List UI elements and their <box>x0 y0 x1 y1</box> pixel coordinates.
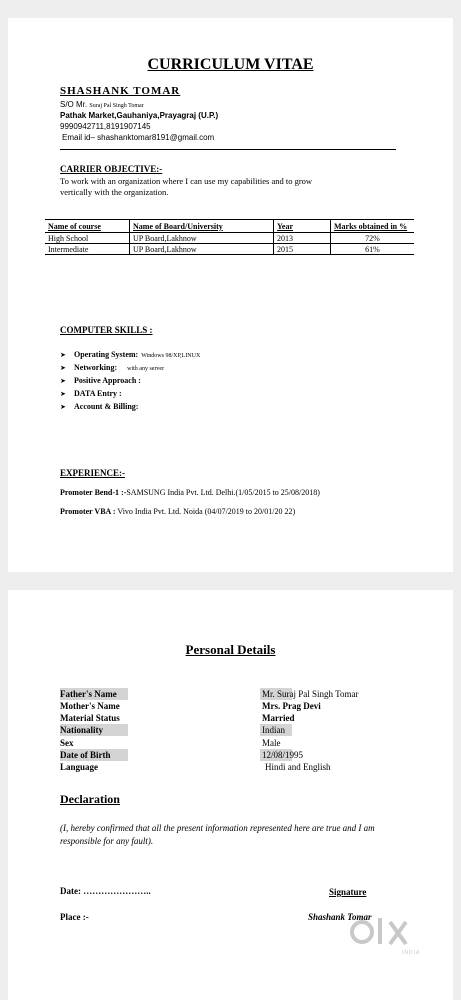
objective-line-2: vertically with the organization. <box>60 187 169 197</box>
marks-cell: 61% <box>331 244 415 255</box>
education-table <box>45 219 414 255</box>
row-label: Nationality <box>60 725 104 735</box>
so-prefix: S/O Mr. <box>60 100 88 109</box>
experience-heading: EXPERIENCE:- <box>60 468 126 478</box>
date-label: Date: ………………….. <box>60 886 151 896</box>
row-value: Indian <box>262 725 285 735</box>
experience-detail: SAMSUNG India Pvt. Ltd. Delhi.(1/05/2015 to 25/08/2018) <box>126 488 320 497</box>
cv-page-2 <box>8 590 453 1000</box>
row-label: Date of Birth <box>60 750 111 760</box>
skill-label: Positive Approach : <box>74 376 141 385</box>
experience-item <box>60 488 320 497</box>
row-value: 12/08/1995 <box>262 750 304 760</box>
bullet-arrow-icon: ➤ <box>60 351 66 359</box>
list-item <box>60 348 200 361</box>
skills-list <box>60 348 200 413</box>
skill-label: Account & Billing: <box>74 402 139 411</box>
row-label: Father's Name <box>60 689 117 699</box>
list-item <box>60 361 200 374</box>
skill-label: DATA Entry : <box>74 389 122 398</box>
bullet-arrow-icon: ➤ <box>60 403 66 411</box>
row-label: Material Status <box>60 713 120 723</box>
row-label: Sex <box>60 738 74 748</box>
applicant-name: SHASHANK TOMAR <box>60 85 181 97</box>
skill-label: Networking: <box>74 363 118 372</box>
course-cell: High School <box>45 233 130 244</box>
skill-value: with any server <box>127 366 165 372</box>
so-name: Suraj Pal Singh Tomar <box>89 103 144 109</box>
address: Pathak Market,Gauhaniya,Prayagraj (U.P.) <box>60 111 219 120</box>
bullet-arrow-icon: ➤ <box>60 364 66 372</box>
place-label: Place :- <box>60 912 89 922</box>
bullet-arrow-icon: ➤ <box>60 377 66 385</box>
email-label: Email id– <box>62 133 95 142</box>
declaration-text: (I, hereby confirmed that all the present information represented here are true and I am responsible for any fault). <box>60 823 375 846</box>
list-item <box>60 387 200 400</box>
cv-page-1 <box>8 18 453 572</box>
skills-heading: COMPUTER SKILLS : <box>60 325 153 335</box>
header-course: Name of course <box>45 220 130 233</box>
parent-line <box>60 100 144 109</box>
personal-row-sex <box>60 737 394 749</box>
personal-details-title: Personal Details <box>185 642 276 657</box>
marks-cell: 72% <box>331 233 415 244</box>
row-label: Language <box>60 762 99 772</box>
experience-detail: Vivo India Pvt. Ltd. Noida (04/07/2019 to 20/01/20 22) <box>117 507 296 516</box>
personal-row-nationality <box>60 724 394 736</box>
olx-sub: INDIA <box>402 950 421 956</box>
header-board: Name of Board/University <box>130 220 274 233</box>
personal-row-marital <box>60 712 394 724</box>
year-cell: 2013 <box>274 233 331 244</box>
bullet-arrow-icon: ➤ <box>60 390 66 398</box>
board-cell: UP Board,Lakhnow <box>130 233 274 244</box>
header-year: Year <box>274 220 331 233</box>
personal-row-mother <box>60 700 394 712</box>
row-value: Mrs. Prag Devi <box>262 701 321 711</box>
table-row <box>45 244 414 255</box>
personal-row-language <box>60 761 394 773</box>
skill-label: Operating System: <box>74 350 139 359</box>
row-value: Hindi and English <box>265 762 331 772</box>
course-cell: Intermediate <box>45 244 130 255</box>
experience-role: Promoter VBA : <box>60 507 116 516</box>
list-item <box>60 374 200 387</box>
personal-row-dob <box>60 749 394 761</box>
declaration-heading: Declaration <box>60 792 120 806</box>
skill-value: Windows 98/XP,LINUX <box>141 353 201 359</box>
divider <box>60 149 396 150</box>
phone-numbers: 9990942711,8191907145 <box>60 122 151 131</box>
table-row <box>45 233 414 244</box>
row-label: Mother's Name <box>60 701 120 711</box>
cv-title: CURRICULUM VITAE <box>147 56 314 73</box>
objective-heading: CARRIER OBJECTIVE:- <box>60 164 163 174</box>
row-value: Mr. Suraj Pal Singh Tomar <box>262 689 359 699</box>
signature-label: Signature <box>329 887 367 897</box>
board-cell: UP Board,Lakhnow <box>130 244 274 255</box>
header-marks: Marks obtained in % <box>331 220 415 233</box>
signature-name: Shashank Tomar <box>308 912 372 922</box>
personal-row-father <box>60 688 394 700</box>
education-header-row <box>45 220 414 233</box>
email-value: shashanktomar8191@gmail.com <box>97 133 215 142</box>
experience-role: Promoter Bend-1 :- <box>60 488 127 497</box>
objective-line-1: To work with an organization where I can use my capabilities and to grow <box>60 176 313 186</box>
list-item <box>60 400 200 413</box>
experience-item <box>60 507 295 516</box>
email-line <box>62 133 214 142</box>
olx-watermark-icon <box>348 910 428 969</box>
year-cell: 2015 <box>274 244 331 255</box>
row-value: Married <box>262 713 295 723</box>
row-value: Male <box>262 738 281 748</box>
